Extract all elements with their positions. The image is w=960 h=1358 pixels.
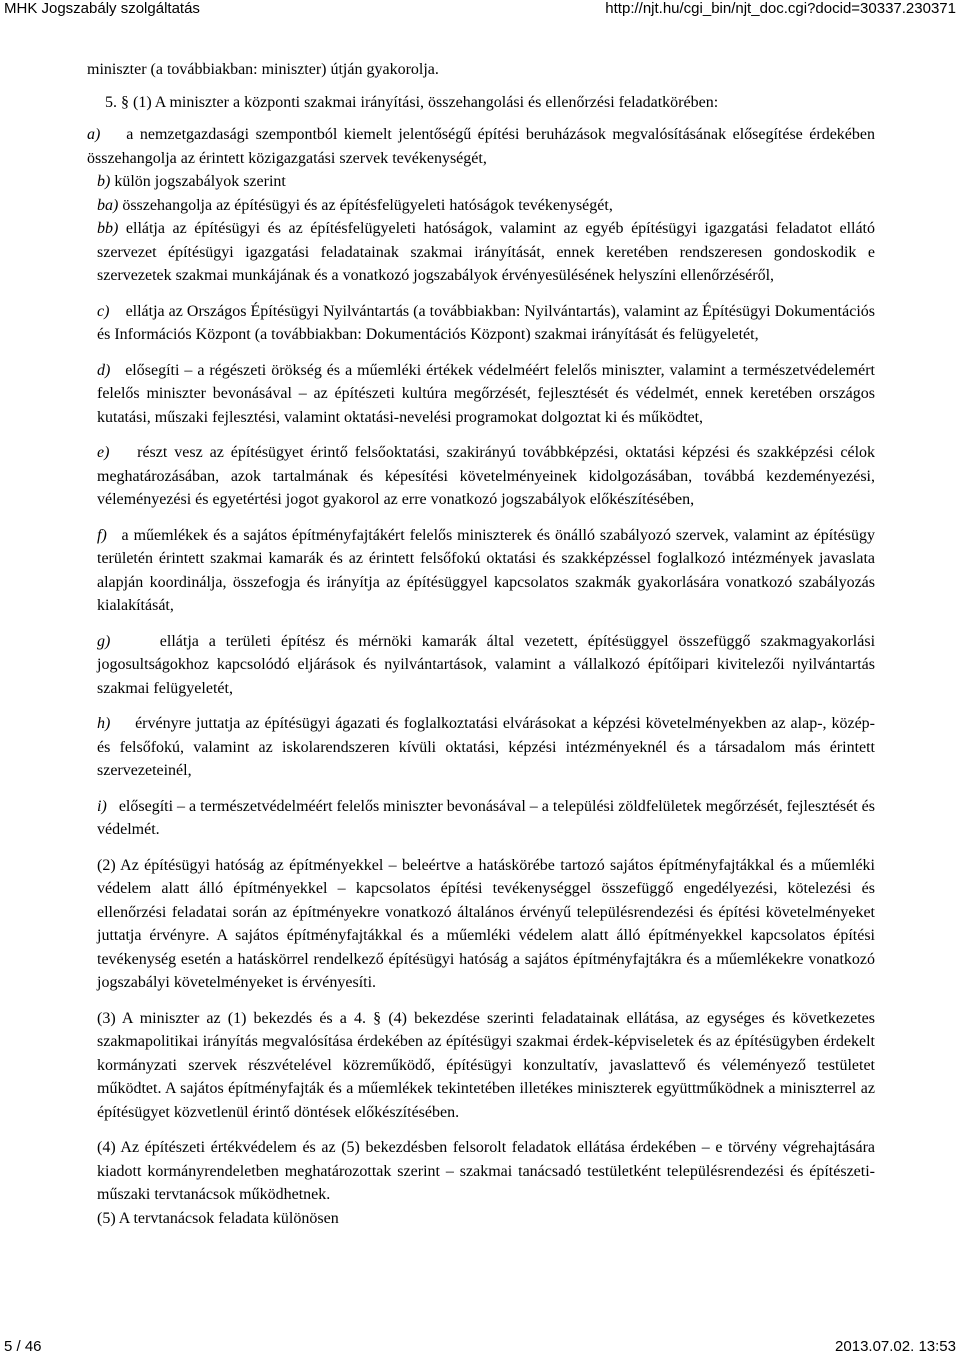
point-text: ellátja a területi építész és mérnöki kamarák által vezetett, építésüggyel összefüggő szakmagyakorlási jogosultságokhoz kapcsolódó eljárások és nyilvántartások, valamint a vállalkozó építőipari kivitelezői nyilvántartás szakmai felügyeletét, <box>97 632 876 697</box>
point-c <box>87 300 875 347</box>
page-counter: 5 / 46 <box>4 1338 42 1355</box>
point-label: g) <box>97 632 111 650</box>
point-d <box>87 359 875 430</box>
page-url: http://njt.hu/cgi_bin/njt_doc.cgi?docid=30337.230371 <box>605 0 956 17</box>
paragraph-intro: miniszter (a továbbiakban: miniszter) útján gyakorolja. <box>87 61 439 78</box>
point-label: i) <box>97 797 107 815</box>
point-g <box>87 630 875 701</box>
point-label: bb) <box>97 220 119 237</box>
point-e <box>87 441 875 512</box>
section-5-para-1: 5. § (1) A miniszter a központi szakmai irányítási, összehangolási és ellenőrzési feladatkörében: <box>105 93 719 111</box>
point-ba <box>87 194 875 218</box>
point-text: összehangolja az építésügyi és az építésfelügyeleti hatóságok tevékenységét, <box>122 196 613 214</box>
point-b <box>87 170 875 194</box>
point-text: részt vesz az építésügyet érintő felsőoktatási, szakirányú továbbképzési, oktatási képzési és szakképzési célok meghatározásában, azok tartalmának és képesítési követelményeinek kidolgozásában, továbbá kezdeményezési, véleményezési és egyetértési jogot gyakorol az erre vonatkozó jogszabályok előkészítésében, <box>97 444 876 508</box>
point-h <box>87 712 875 783</box>
point-label: a) <box>87 126 101 143</box>
section-5-para-5: (5) A tervtanácsok feladata különösen <box>97 1209 339 1227</box>
print-datetime: 2013.07.02. 13:53 <box>835 1338 956 1355</box>
section-5-para-3: (3) A miniszter az (1) bekezdés és a 4. § (4) bekezdése szerinti feladatainak ellátása, az egységes és következetes szakmapolitikai irányítás megvalósítása érdekében az építésügyi szakmai érdek-képviseletek és az építésügyben érdekelt kormányzati szervek részvételével közreműködő, építésügyi konzultatív, javaslattevő és véleményező testületet működtet. A sajátos építményfajták és a műemlékek tekintetében illetékes miniszterek együttműködnek a miniszterrel az építésügyet közvetlenül érintő döntések előkészítésében. <box>97 1009 875 1121</box>
point-label: h) <box>97 715 111 732</box>
point-text: a nemzetgazdasági szempontból kiemelt jelentőségű építési beruházások megvalósításának elősegítése érdekében összehangolja az érintett közigazgatási szervek tevékenységét, <box>87 126 876 167</box>
point-bb <box>87 217 875 288</box>
document-body <box>87 58 875 1230</box>
browser-print-header <box>0 0 960 20</box>
point-text: külön jogszabályok szerint <box>114 173 286 190</box>
point-label: d) <box>97 361 111 379</box>
point-text: a műemlékek és a sajátos építményfajtákért felelős miniszterek és önálló szabályozó szervek, valamint az építésügy területén érintett szakmai kamarák és az érintett felsőfokú oktatási és szakképzéssel foglalkozó intézmények javaslata alapján koordinálja, összefogja és irányítja az építésüggyel kapcsolatos szakmák gyakorlására vonatkozó szabályozás kialakítását, <box>97 526 876 614</box>
point-text: érvényre juttatja az építésügyi ágazati és foglalkoztatási elvárásokat a képzési követelményekben az alap-, közép- és felsőfokú, valamint az iskolarendszeren kívüli oktatási, képzési intézményeknél és a társadalom más érintett szervezeteinél, <box>97 715 876 779</box>
point-i <box>87 795 875 842</box>
point-f <box>87 524 875 618</box>
browser-print-footer <box>0 1338 960 1358</box>
point-text: ellátja az Országos Építésügyi Nyilvántartás (a továbbiakban: Nyilvántartás), valamint az Építésügyi Dokumentációs és Információs Központ (a továbbiakban: Dokumentációs Központ) szakmai irányítását és felügyeletét, <box>97 302 875 343</box>
point-label: f) <box>97 526 107 544</box>
point-a <box>87 123 875 170</box>
point-text: elősegíti – a régészeti örökség és a műemléki értékek védelméért felelős miniszter, valamint a természetvédelemért felelős miniszter bevonásával – az építészeti kultúra megőrzését, fejlesztését és védelmét, ennek keretében országos kutatási, műszaki fejlesztési, valamint oktatási-nevelési programokat dolgoztat ki és működtet, <box>97 361 875 426</box>
point-text: elősegíti – a természetvédelméért felelős miniszter bevonásával – a települési zöldfelületek megőrzését, fejlesztését és védelmét. <box>97 797 876 838</box>
section-5-para-4: (4) Az építészeti értékvédelem és az (5) bekezdésben felsorolt feladatok ellátása érdekében – e törvény végrehajtására kiadott kormányrendeletben meghatározottak szerint – szakmai tanácsadó testületként településrendezési és építészeti-műszaki tervtanácsok működhetnek. <box>97 1139 875 1203</box>
point-label: e) <box>97 444 110 461</box>
section-5-para-2: (2) Az építésügyi hatóság az építményekkel – beleértve a hatáskörébe tartozó sajátos építményfajtákkal és a műemléki védelem alatt álló építményekkel – kapcsolatos építési tevékenységgel összefüggő engedélyezési, kötelezési és ellenőrzési feladatai során az építményekre vonatkozó általános érvényű településrendezési és építési követelményeket juttatja érvényre. A sajátos építményfajtákkal és a műemléki védelem alatt álló építményekkel kapcsolatos építési tevékenység esetén a hatáskörrel rendelkező építésügyi hatóság a sajátos építményfajtákra és a műemlékekre vonatkozó jogszabályi követelményeket is érvényesíti. <box>97 856 875 991</box>
site-name: MHK Jogszabály szolgáltatás <box>4 0 200 17</box>
point-text: ellátja az építésügyi és az építésfelügyeleti hatóságok, valamint az egyéb építésügyi igazgatási feladatot ellátó szervezet építésügyi igazgatási feladatainak szakmai irányítását, ennek keretében rendszeresen gondoskodik e szervezetek szakmai munkájának és a vonatkozó jogszabályok érvényesülésének helyszíni ellenőrzéséről, <box>97 220 876 284</box>
point-label: b) <box>97 173 111 190</box>
point-label: ba) <box>97 196 119 214</box>
point-label: c) <box>97 302 110 320</box>
